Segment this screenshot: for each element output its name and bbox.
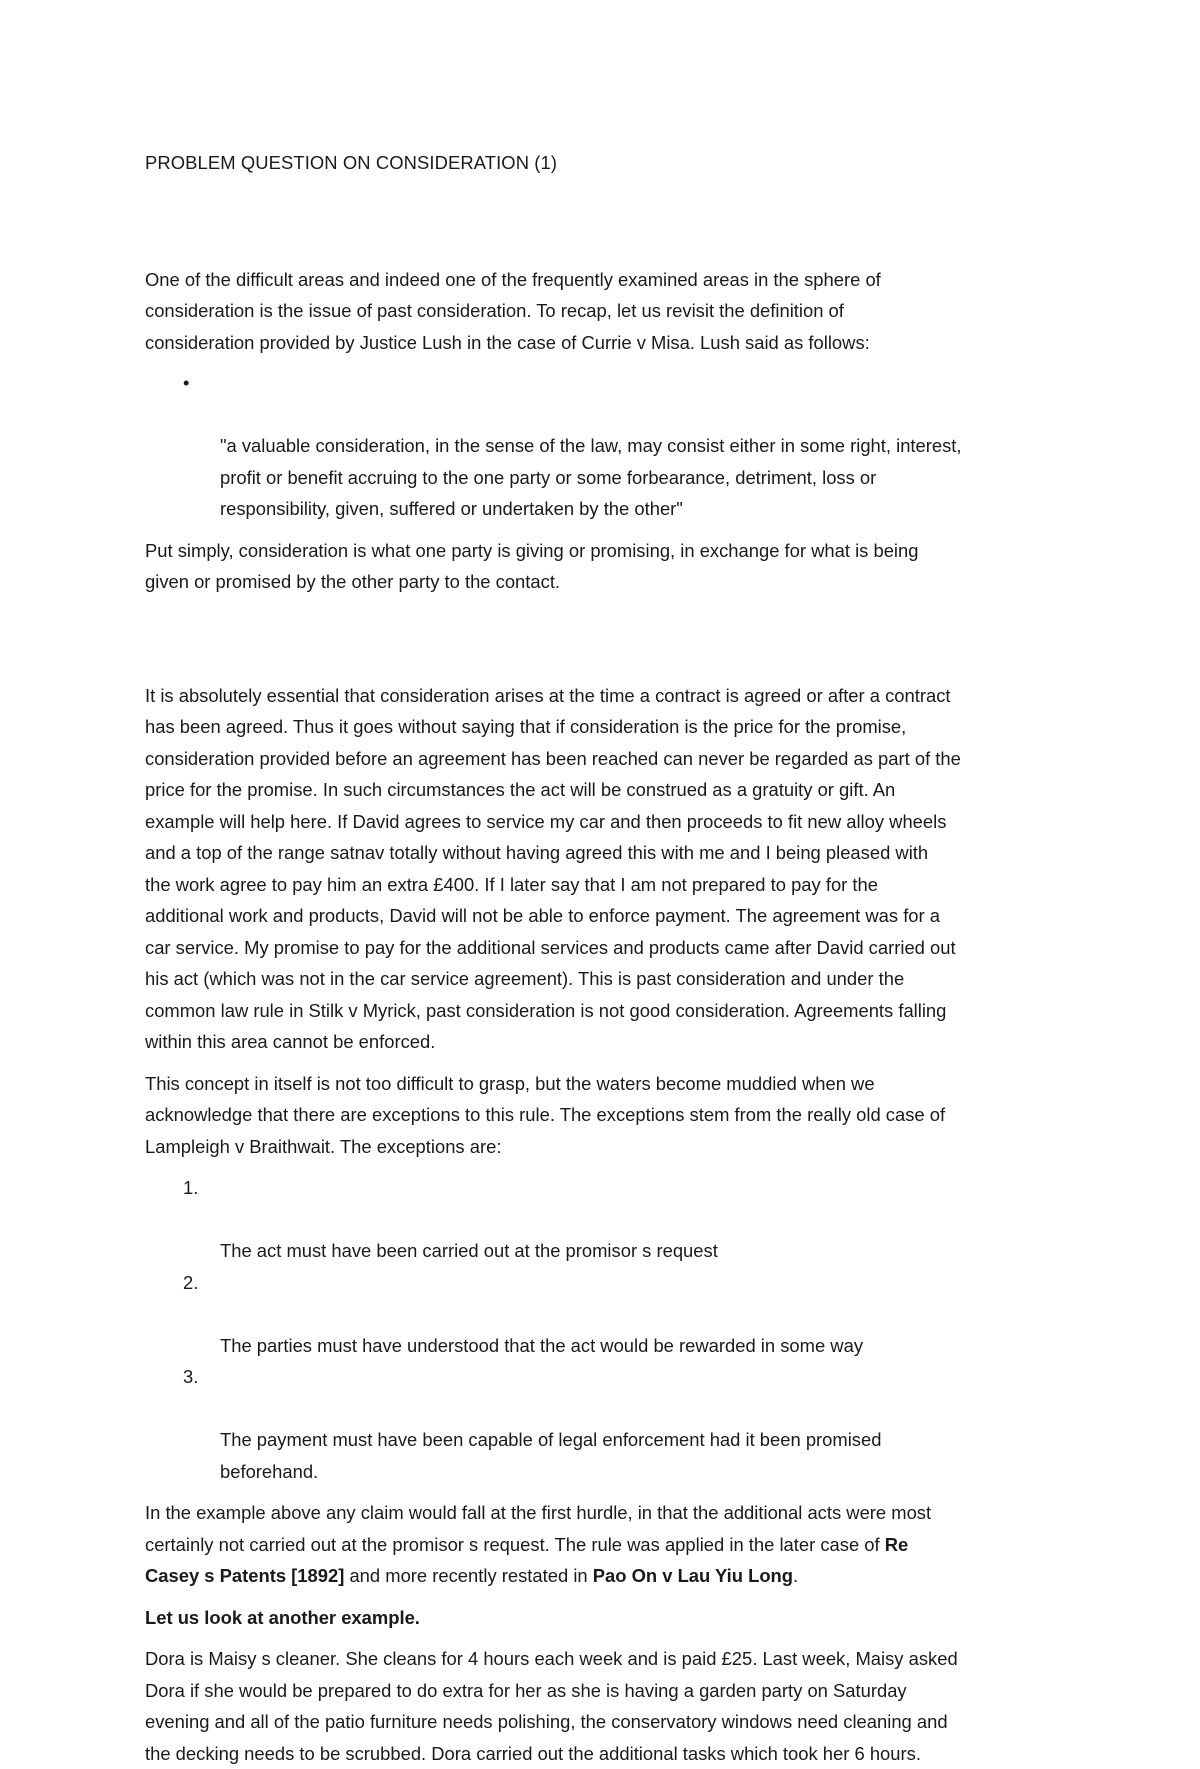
paragraph-exceptions-intro: This concept in itself is not too difficult to grasp, but the waters become muddied when we acknowledge that there are exceptions to this rule. The exceptions stem from the really old case of Lampleigh v Braithwait. The exceptions are: (145, 1072, 946, 1157)
paragraph-text: . (793, 1565, 799, 1586)
paragraph-text: and more recently restated in (344, 1565, 593, 1586)
paragraph-dora-example: Dora is Maisy s cleaner. She cleans for 4 hours each week and is paid £25. Last week, Maisy asked Dora if she would be prepared to do extra for her as she is having a garden party on Saturday evening and all of the patio furniture needs polishing, the conservatory windows need cleaning and the decking needs to be scrubbed. Dora carried out the additional tasks which took her 6 hours. (145, 1648, 958, 1764)
paragraph-example-analysis (145, 1497, 1075, 1592)
exception-text: The parties must have understood that the act would be rewarded in some way (220, 1334, 864, 1356)
exception-number: 1. (183, 1177, 199, 1198)
exception-item (145, 1172, 1075, 1267)
exception-text: The payment must have been capable of legal enforcement had it been promised beforehand. (220, 1429, 882, 1482)
document-title: PROBLEM QUESTION ON CONSIDERATION (1) (145, 152, 558, 173)
section-heading-another-example: Let us look at another example. (145, 1606, 420, 1628)
paragraph-essential: It is absolutely essential that consideration arises at the time a contract is agreed or after a contract has been agreed. Thus it goes without saying that if consideration is the price for the promise, consideration provided before an agreement has been reached can never be regarded as part of the price for the promise. In such circumstances the act will be construed as a gratuity or gift. An example will help here. If David agrees to service my car and then proceeds to fit new alloy wheels and a top of the range satnav totally without having agreed this with me and I being pleased with the work agree to pay him an extra £400. If I later say that I am not prepared to pay for the additional work and products, David will not be able to enforce payment. The agreement was for a car service. My promise to pay for the additional services and products came after David carried out his act (which was not in the car service agreement). This is past consideration and under the common law rule in Stilk v Myrick, past consideration is not good consideration. Agreements falling within this area cannot be enforced. (145, 684, 961, 1052)
paragraph-put-simply: Put simply, consideration is what one party is giving or promising, in exchange for what is being given or promised by the other party to the contact. (145, 539, 919, 592)
case-citation-pao-on: Pao On v Lau Yiu Long (592, 1565, 794, 1586)
exception-item (145, 1267, 1075, 1362)
exception-number: 2. (183, 1271, 199, 1293)
exception-text: The act must have been carried out at the promisor s request (220, 1240, 718, 1261)
document-body (145, 147, 1075, 1769)
quote-text: "a valuable consideration, in the sense of the law, may consist either in some right, interest, profit or benefit accruing to the one party or some forbearance, detriment, loss or responsibility, given, suffered or undertaken by the other" (220, 435, 962, 519)
paragraph-text: In the example above any claim would fall at the first hurdle, in that the additional acts were most certainly not carried out at the promisor s request. The rule was applied in the later case of (145, 1502, 932, 1555)
quote-list (145, 367, 1075, 525)
exceptions-list (145, 1172, 1075, 1487)
bullet-icon: • (183, 372, 190, 393)
exception-item (145, 1361, 1075, 1487)
paragraph-intro: One of the difficult areas and indeed one of the frequently examined areas in the sphere of consideration is the issue of past consideration. To recap, let us revisit the definition of consideration provided by Justice Lush in the case of Currie v Misa. Lush said as follows: (145, 268, 881, 353)
quote-list-item (145, 367, 1075, 525)
exception-number: 3. (183, 1366, 199, 1387)
case-citation-casey: Re Casey s Patents [1892] (145, 1533, 909, 1586)
